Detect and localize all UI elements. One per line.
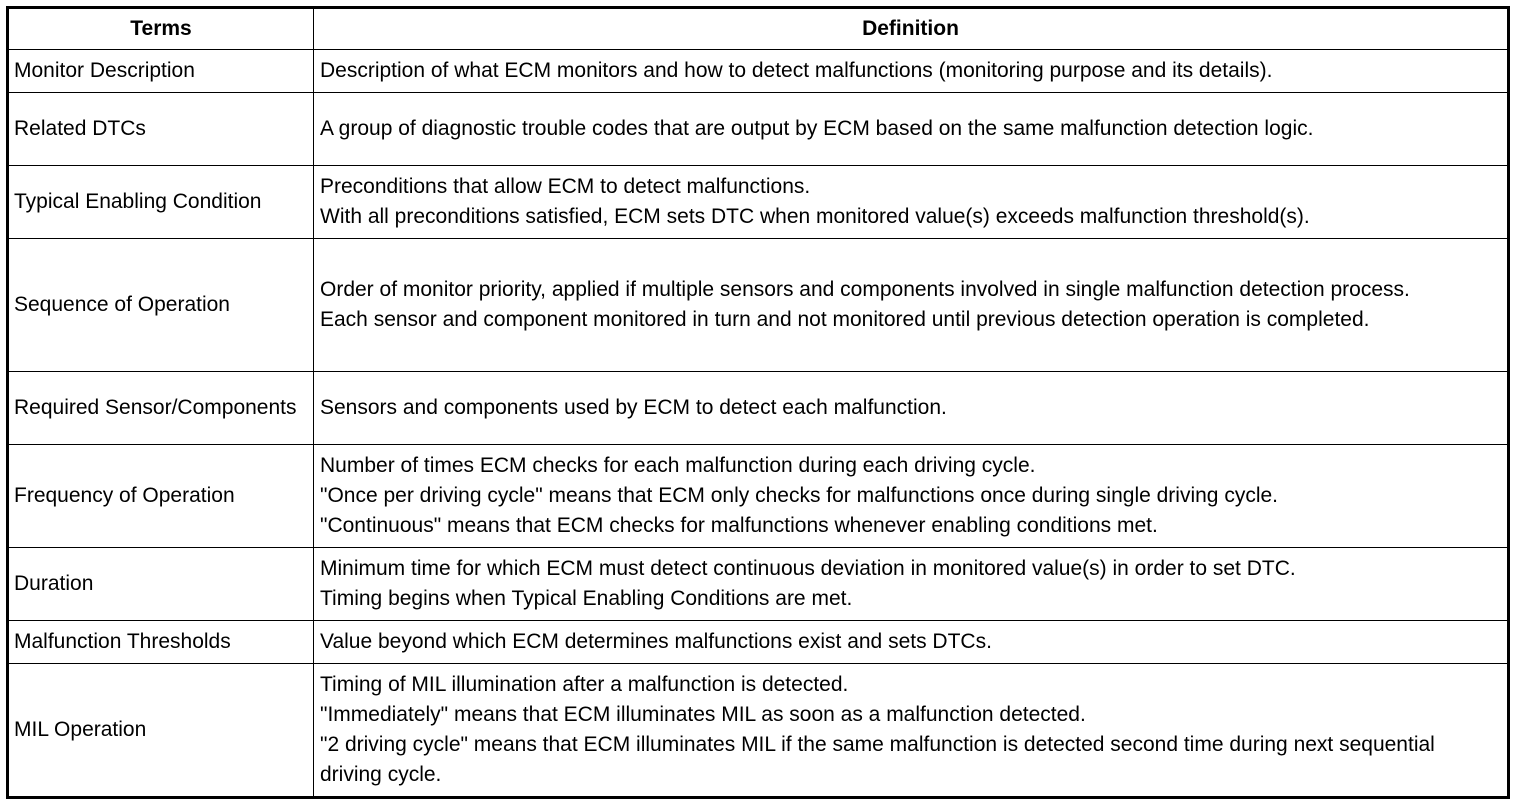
definition-line: Description of what ECM monitors and how to detect malfunctions (monitoring purpose and its details).: [320, 59, 1273, 82]
table-row: [8, 445, 1509, 548]
term-cell: Sequence of Operation: [8, 239, 314, 372]
table-row: [8, 50, 1509, 93]
term-cell: Malfunction Thresholds: [8, 621, 314, 664]
terms-column-header: Terms: [8, 8, 314, 50]
definition-line: Sensors and components used by ECM to detect each malfunction.: [320, 396, 947, 419]
definition-line: "Immediately" means that ECM illuminates MIL as soon as a malfunction detected.: [320, 703, 1086, 726]
definition-cell: [314, 372, 1509, 445]
definition-line: With all preconditions satisfied, ECM sets DTC when monitored value(s) exceeds malfunction threshold(s).: [320, 205, 1310, 228]
terms-definition-table: [6, 6, 1510, 799]
definition-line: "Continuous" means that ECM checks for malfunctions whenever enabling conditions met.: [320, 514, 1158, 537]
table-body: [8, 50, 1509, 798]
definition-cell: [314, 93, 1509, 166]
header-row: [8, 8, 1509, 50]
table-row: [8, 93, 1509, 166]
table-row: [8, 621, 1509, 664]
definition-line: Timing of MIL illumination after a malfunction is detected.: [320, 673, 849, 696]
term-cell: Related DTCs: [8, 93, 314, 166]
definition-line: Order of monitor priority, applied if multiple sensors and components involved in single malfunction detection process.: [320, 278, 1410, 301]
definition-line: Timing begins when Typical Enabling Conditions are met.: [320, 587, 853, 610]
term-cell: Typical Enabling Condition: [8, 166, 314, 239]
definition-cell: [314, 664, 1509, 798]
term-cell: Frequency of Operation: [8, 445, 314, 548]
term-cell: MIL Operation: [8, 664, 314, 798]
definition-line: Each sensor and component monitored in turn and not monitored until previous detection operation is completed.: [320, 308, 1370, 331]
term-cell: Monitor Description: [8, 50, 314, 93]
definition-line: "2 driving cycle" means that ECM illuminates MIL if the same malfunction is detected second time during next sequential driving cycle.: [320, 733, 1435, 786]
definition-cell: [314, 50, 1509, 93]
definition-line: Preconditions that allow ECM to detect malfunctions.: [320, 175, 811, 198]
definition-cell: [314, 166, 1509, 239]
definition-line: Number of times ECM checks for each malfunction during each driving cycle.: [320, 454, 1036, 477]
definition-line: Minimum time for which ECM must detect continuous deviation in monitored value(s) in order to set DTC.: [320, 557, 1296, 580]
definition-line: A group of diagnostic trouble codes that are output by ECM based on the same malfunction detection logic.: [320, 117, 1314, 140]
table-row: [8, 664, 1509, 798]
definition-cell: [314, 621, 1509, 664]
table-row: [8, 166, 1509, 239]
definition-cell: [314, 548, 1509, 621]
table-row: [8, 239, 1509, 372]
definition-line: "Once per driving cycle" means that ECM only checks for malfunctions once during single driving cycle.: [320, 484, 1279, 507]
definition-line: Value beyond which ECM determines malfunctions exist and sets DTCs.: [320, 630, 992, 653]
term-cell: Duration: [8, 548, 314, 621]
term-cell: Required Sensor/Components: [8, 372, 314, 445]
definition-cell: [314, 445, 1509, 548]
table-row: [8, 372, 1509, 445]
table-row: [8, 548, 1509, 621]
definition-column-header: Definition: [314, 8, 1509, 50]
definition-cell: [314, 239, 1509, 372]
